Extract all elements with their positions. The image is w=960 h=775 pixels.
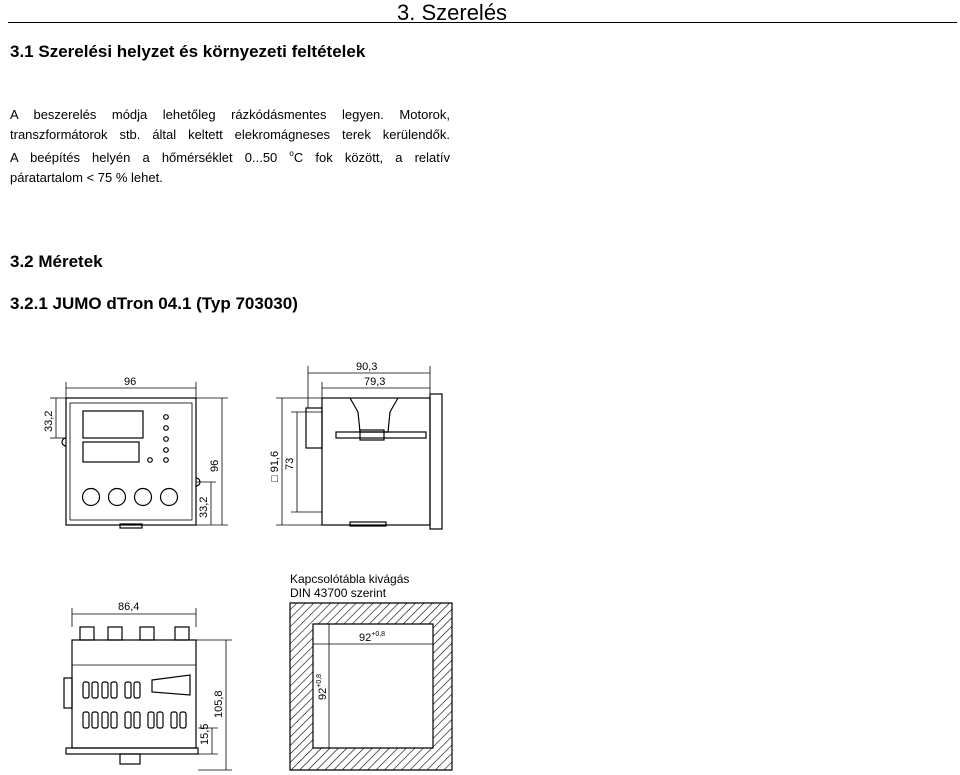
paragraph-line: A beszerelés módja lehetőleg rázkódásmentes legyen. Motorok,: [10, 107, 450, 122]
degree-mark: o: [289, 149, 294, 158]
top-width-dimension: 86,4: [118, 601, 140, 613]
side-total-dimension: 90,3: [356, 361, 378, 373]
section-heading-dimensions: 3.2 Méretek: [10, 252, 103, 271]
section-heading-installation: 3.1 Szerelési helyzet és környezeti feltételek: [10, 42, 366, 61]
bottom-tab: [120, 524, 142, 528]
panel-hatching: [290, 603, 452, 770]
front-bottom-dimension: 33,2: [198, 496, 210, 518]
side-inner-dimension: 73: [284, 457, 296, 470]
top-terminal: [175, 627, 189, 640]
display-upper: [83, 411, 143, 438]
top-bottom-tab: [120, 754, 140, 764]
chapter-title: 3. Szerelés: [397, 0, 508, 25]
top-terminal: [80, 627, 94, 640]
front-key: [135, 489, 152, 506]
panel-cutout-drawing: [290, 603, 452, 770]
front-key: [161, 489, 178, 506]
led-indicator: [164, 458, 169, 463]
side-front-frame: [430, 394, 442, 529]
side-bottom-tab: [350, 522, 386, 526]
paragraph-line: transzformátorok stb. által keltett elekromágneses terek kerülendők.: [10, 126, 450, 142]
side-housing: [322, 398, 430, 525]
cutout-height-dimension: $92^{+0,8}$: [316, 673, 329, 700]
cutout-caption-line1: Kapcsolótábla kivágás: [290, 572, 410, 586]
mounting-clamp: [350, 398, 398, 432]
front-height-dimension: 96: [209, 459, 221, 472]
led-indicator: [164, 437, 169, 442]
led-indicator: [164, 448, 169, 453]
top-small-dimension: 15,5: [199, 723, 211, 745]
top-side-clip: [64, 678, 72, 708]
terminal-slots: [83, 682, 186, 728]
top-front-frame: [66, 748, 198, 754]
paragraph-line: páratartalom < 75 % lehet.: [10, 169, 163, 185]
top-clamp: [152, 675, 190, 695]
led-indicator: [164, 426, 169, 431]
temperature-text: A beépítés helyén a hőmérséklet 0...50: [10, 150, 278, 165]
cutout-width-dimension: $92^{+0,8}$: [359, 631, 386, 644]
display-lower: [83, 442, 139, 462]
front-key: [83, 489, 100, 506]
side-view-drawing: [276, 366, 442, 529]
cutout-caption-line2: DIN 43700 szerint: [290, 586, 387, 600]
top-terminal: [108, 627, 122, 640]
top-terminal: [140, 627, 154, 640]
side-square-dimension: □ 91,6: [269, 450, 281, 482]
front-key: [109, 489, 126, 506]
front-width-dimension: 96: [124, 376, 137, 388]
side-body-dimension: 79,3: [364, 376, 386, 388]
clamp-rail: [336, 432, 426, 438]
led-indicator: [164, 415, 169, 420]
side-connector: [306, 408, 322, 448]
temperature-text-cont: C fok között, a relatív: [293, 150, 450, 165]
subsection-heading-model: 3.2.1 JUMO dTron 04.1 (Typ 703030): [10, 294, 298, 313]
front-top-dimension: 33,2: [43, 410, 55, 432]
top-height-dimension: 105,8: [213, 690, 225, 718]
led-indicator: [148, 458, 153, 463]
